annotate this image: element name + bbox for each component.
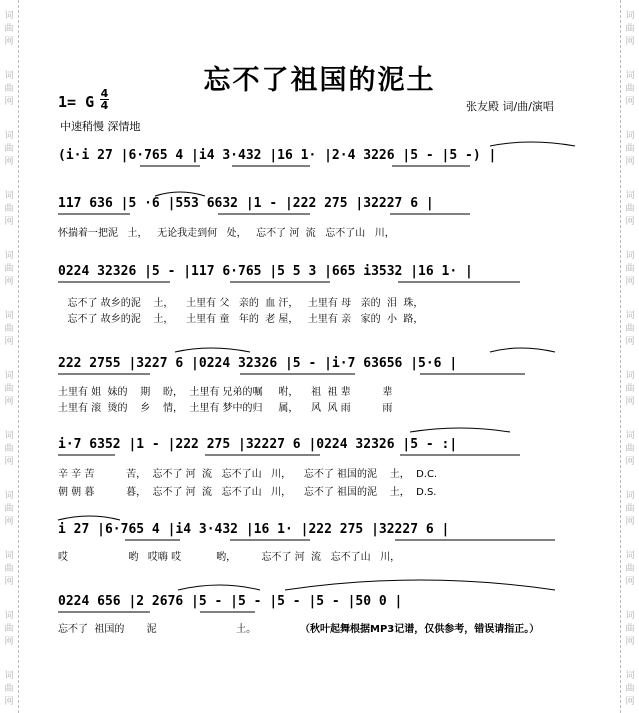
time-signature-bottom: 4: [100, 99, 109, 112]
watermark-char: 网: [625, 97, 635, 107]
score-system-4: 222 2755 |3227 6 |0224 32326 |5 - |i·7 63656 |5·6 |: [58, 356, 458, 371]
watermark-char: 词: [625, 11, 635, 21]
score-system-6: i 27 |6·765 4 |i4 3·432 |16 1· |222 275 |32227 6 |: [58, 522, 450, 537]
watermark-char: 网: [625, 217, 635, 227]
watermark-char: 曲: [625, 684, 635, 694]
watermark-char: 曲: [625, 24, 635, 34]
watermark-char: 网: [625, 397, 635, 407]
key-signature: 1= G: [58, 93, 95, 111]
watermark-char: 词: [4, 551, 14, 561]
lyrics-system-5-verse-1: 辛 辛 苦 苦， 忘不了 河 流 忘不了山 川， 忘不了 祖国的泥 土， D.C.: [58, 469, 438, 480]
watermark-char: 曲: [4, 204, 14, 214]
song-title: 忘不了祖国的泥土: [203, 65, 436, 96]
lyrics-system-6-verse-1: 哎 哟 哎嗨 哎 哟， 忘不了 河 流 忘不了山 川，: [58, 552, 401, 563]
watermark-char: 网: [4, 637, 14, 647]
score-system-3: 0224 32326 |5 - |117 6·765 |5 5 3 |665 i3532 |16 1· |: [58, 264, 473, 279]
watermark-char: 词: [625, 311, 635, 321]
watermark-char: 词: [625, 191, 635, 201]
watermark-char: 词: [625, 71, 635, 81]
watermark-char: 曲: [625, 84, 635, 94]
watermark-char: 曲: [4, 84, 14, 94]
watermark-char: 词: [4, 671, 14, 681]
watermark-char: 网: [625, 697, 635, 707]
watermark-char: 网: [4, 37, 14, 47]
watermark-char: 曲: [4, 504, 14, 514]
credits: 张友殿 词/曲/演唱: [466, 100, 554, 113]
transcription-note: （秋叶起舞根据MP3记谱，仅供参考，错误请指正。）: [300, 624, 540, 635]
watermark-char: 网: [4, 157, 14, 167]
watermark-char: 曲: [625, 264, 635, 274]
watermark-char: 词: [625, 671, 635, 681]
watermark-char: 网: [4, 577, 14, 587]
watermark-char: 曲: [4, 684, 14, 694]
watermark-char: 词: [625, 251, 635, 261]
watermark-char: 网: [4, 217, 14, 227]
lyrics-system-3-verse-1: 忘不了 故乡的泥 土， 土里有 父 亲的 血 汗， 土里有 母 亲的 泪 珠，: [58, 298, 424, 309]
watermark-char: 网: [625, 37, 635, 47]
watermark-char: 网: [625, 517, 635, 527]
watermark-char: 曲: [4, 264, 14, 274]
watermark-char: 网: [625, 577, 635, 587]
watermark-char: 曲: [4, 144, 14, 154]
watermark-char: 词: [4, 371, 14, 381]
watermark-char: 曲: [625, 624, 635, 634]
watermark-char: 网: [625, 157, 635, 167]
lyrics-system-4-verse-1: 土里有 姐 妹的 期 盼， 土里有 兄弟的嘱 咐， 祖 祖 辈 辈: [58, 387, 393, 398]
watermark-char: 网: [4, 397, 14, 407]
watermark-char: 曲: [4, 384, 14, 394]
watermark-char: 曲: [625, 384, 635, 394]
watermark-char: 网: [625, 277, 635, 287]
watermark-char: 词: [4, 71, 14, 81]
tempo-marking: 中速稍慢 深情地: [60, 120, 141, 133]
watermark-char: 网: [4, 97, 14, 107]
watermark-char: 网: [625, 637, 635, 647]
watermark-char: 曲: [4, 24, 14, 34]
watermark-char: 网: [4, 337, 14, 347]
lyrics-system-7-verse-1: 忘不了 祖国的 泥 土。: [58, 624, 257, 635]
watermark-char: 曲: [4, 444, 14, 454]
watermark-char: 网: [4, 457, 14, 467]
watermark-char: 词: [4, 251, 14, 261]
watermark-char: 曲: [4, 624, 14, 634]
watermark-char: 曲: [625, 324, 635, 334]
watermark-char: 词: [625, 611, 635, 621]
watermark-char: 曲: [625, 144, 635, 154]
score-system-5: i·7 6352 |1 - |222 275 |32227 6 |0224 32326 |5 - :|: [58, 437, 458, 452]
watermark-char: 词: [4, 11, 14, 21]
watermark-char: 词: [4, 491, 14, 501]
watermark-char: 词: [4, 311, 14, 321]
watermark-char: 网: [625, 337, 635, 347]
lyrics-system-5-verse-2: 朝 朝 暮 暮， 忘不了 河 流 忘不了山 川， 忘不了 祖国的泥 土， D.S.: [58, 487, 437, 498]
lyrics-system-4-verse-2: 土里有 滚 烫的 乡 情， 土里有 梦中的归 属， 风 风 雨 雨: [58, 403, 393, 414]
time-signature-top: 4: [100, 87, 109, 100]
watermark-char: 曲: [4, 564, 14, 574]
watermark-char: 网: [625, 457, 635, 467]
watermark-char: 词: [4, 431, 14, 441]
lyrics-system-2-verse-1: 怀揣着一把泥 土， 无论我走到何 处， 忘不了 河 流 忘不了山 川，: [58, 228, 395, 239]
watermark-char: 词: [625, 371, 635, 381]
watermark-char: 词: [625, 431, 635, 441]
watermark-char: 词: [4, 191, 14, 201]
watermark-char: 曲: [625, 564, 635, 574]
watermark-char: 词: [625, 551, 635, 561]
watermark-char: 词: [625, 131, 635, 141]
score-system-1: (i·i 27 |6·765 4 |i4 3·432 |16 1· |2·4 3226 |5 - |5 -) |: [58, 148, 497, 163]
watermark-char: 曲: [625, 204, 635, 214]
watermark-char: 词: [4, 131, 14, 141]
watermark-char: 词: [4, 611, 14, 621]
watermark-char: 网: [4, 697, 14, 707]
score-system-2: 117 636 |5 ·6 |553 6632 |1 - |222 275 |32227 6 |: [58, 196, 434, 211]
watermark-char: 曲: [625, 504, 635, 514]
watermark-char: 网: [4, 517, 14, 527]
watermark-char: 曲: [4, 324, 14, 334]
watermark-char: 网: [4, 277, 14, 287]
score-system-7: 0224 656 |2 2676 |5 - |5 - |5 - |5 - |50 0 |: [58, 594, 403, 609]
watermark-char: 曲: [625, 444, 635, 454]
lyrics-system-3-verse-2: 忘不了 故乡的泥 土， 土里有 童 年的 老 屋， 土里有 亲 家的 小 路，: [58, 314, 424, 325]
watermark-char: 词: [625, 491, 635, 501]
